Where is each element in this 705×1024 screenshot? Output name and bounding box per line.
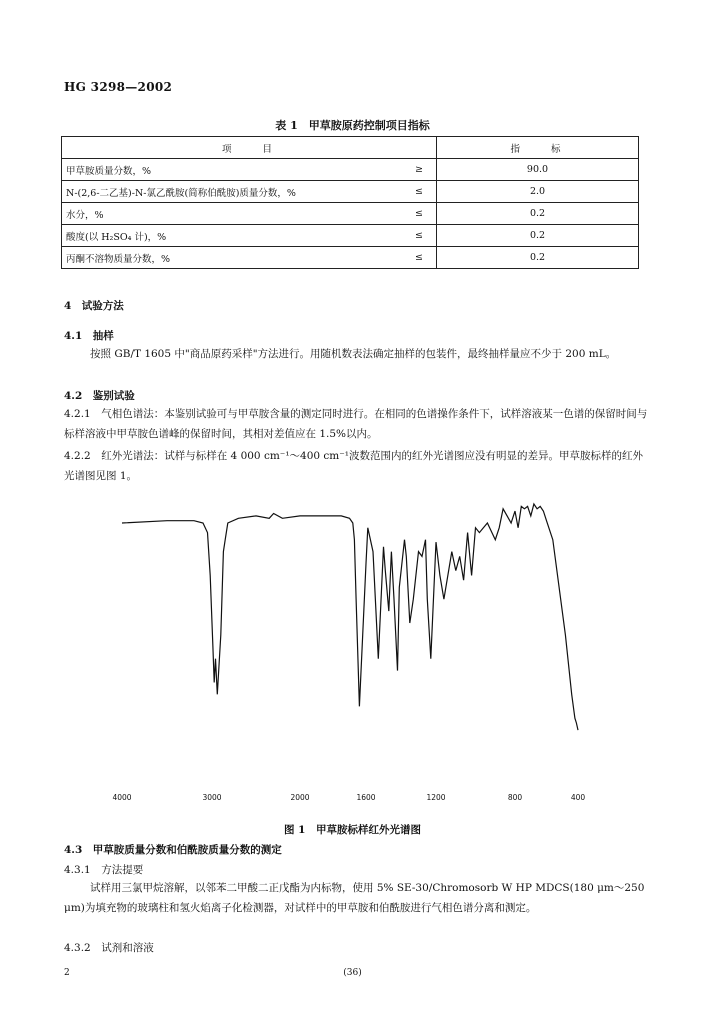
section-4-2-heading: 4.2 鉴别试验: [64, 390, 135, 402]
x-tick-labels: [112, 793, 585, 802]
table-row: [62, 181, 639, 203]
row-value: 0.2: [437, 247, 639, 269]
x-tick-label: 400: [570, 793, 586, 802]
row-item: 酸度(以 H₂SO₄ 计)，%: [62, 225, 403, 247]
x-tick-label: 1600: [356, 793, 376, 802]
section-4-3-1-heading: 4.3.1 方法提要: [64, 864, 144, 876]
x-tick-label: 4000: [112, 793, 132, 802]
header-item: 项 目: [62, 137, 437, 159]
row-value: 0.2: [437, 203, 639, 225]
page-sequence: (36): [343, 968, 362, 978]
ir-spectrum-chart: [100, 490, 615, 820]
paragraph-4-2-1: 4.2.1 气相色谱法：本鉴别试验可与甲草胺含量的测定同时进行。在相同的色谱操作条件下，试样溶液某一色谱的保留时间与标样溶液中甲草胺色谱峰的保留时间，其相对差值应在 1.5%以内。: [64, 408, 648, 440]
section-4-heading: 4 试验方法: [64, 300, 124, 312]
x-tick-label: 2000: [290, 793, 310, 802]
table-row: [62, 247, 639, 269]
spec-table: [61, 136, 639, 269]
plot-area: [122, 504, 578, 730]
row-item: 水分，%: [62, 203, 403, 225]
row-item: N-(2,6-二乙基)-N-氯乙酰胺(简称伯酰胺)质量分数，%: [62, 181, 403, 203]
paragraph-4-2-2: 4.2.2 红外光谱法：试样与标样在 4 000 cm⁻¹～400 cm⁻¹波数范围内的红外光谱图应没有明显的差异。甲草胺标样的红外光谱图见图 1。: [64, 450, 644, 482]
section-4-3-2-heading: 4.3.2 试剂和溶液: [64, 942, 154, 954]
page-number: 2: [64, 968, 70, 978]
table-header-row: [62, 137, 639, 159]
paragraph-4-3-1: 试样用三氯甲烷溶解，以邻苯二甲酸二正戊酯为内标物，使用 5% SE-30/Chromosorb W HP MDCS(180 μm～250 μm)为填充物的玻璃柱和氢火焰离子化检测器，对试样中的甲草胺和伯酰胺进行气相色谱分离和测定。: [64, 882, 645, 914]
row-operator: ≤: [402, 181, 437, 203]
x-tick-label: 1200: [426, 793, 446, 802]
table-row: [62, 225, 639, 247]
paragraph-4-1: 按照 GB/T 1605 中"商品原药采样"方法进行。用随机数表法确定抽样的包装件，最终抽样量应不少于 200 mL。: [90, 348, 617, 360]
row-item: 丙酮不溶物质量分数，%: [62, 247, 403, 269]
row-value: 2.0: [437, 181, 639, 203]
section-4-3-heading: 4.3 甲草胺质量分数和伯酰胺质量分数的测定: [64, 844, 282, 856]
row-value: 90.0: [437, 159, 639, 181]
ir-spectrum-svg: [100, 490, 615, 820]
x-tick-label: 3000: [202, 793, 222, 802]
table-title: 表 1 甲草胺原药控制项目指标: [275, 119, 430, 132]
row-operator: ≤: [402, 225, 437, 247]
row-value: 0.2: [437, 225, 639, 247]
row-item: 甲草胺质量分数，%: [62, 159, 403, 181]
figure-caption: 图 1 甲草胺标样红外光谱图: [284, 824, 421, 836]
row-operator: ≥: [402, 159, 437, 181]
section-4-1-heading: 4.1 抽样: [64, 330, 114, 342]
row-operator: ≤: [402, 247, 437, 269]
x-tick-label: 800: [507, 793, 523, 802]
header-value: 指 标: [437, 137, 639, 159]
row-operator: ≤: [402, 203, 437, 225]
spectrum-series-line: [122, 504, 578, 730]
table-row: [62, 159, 639, 181]
table-row: [62, 203, 639, 225]
standard-code: HG 3298—2002: [64, 80, 173, 94]
